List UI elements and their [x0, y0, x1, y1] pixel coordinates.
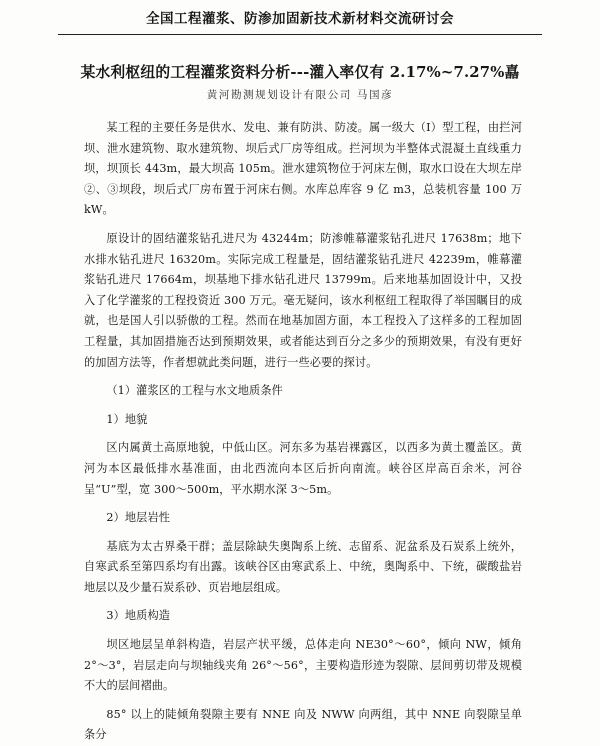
section-heading-conditions: （1）灌浆区的工程与水文地质条件 [106, 384, 283, 398]
conference-title: 全国工程灌浆、防渗加固新技术新材料交流研讨会 [146, 11, 454, 27]
paragraph-intro: 某工程的主要任务是供水、发电、兼有防洪、防凌。属一级大（Ⅰ）型工程，由拦河坝、泄水建筑物、取水建筑物、坝后式厂房等组成。拦河坝为半整体式混凝土直线重力坝，坝顶长 443m，最大坝高 105m。泄水建筑物位于河床左侧，取水口设在大坝左岸②、③坝段，坝后式厂房布置于河床右侧。水库总库容 9 亿 m3，总装机容量 100 万 kW。 [84, 121, 522, 217]
paragraph-fractures: 85° 以上的陡倾角裂隙主要有 NNE 向及 NWW 向两组，其中 NNE 向裂隙呈单条分 [84, 707, 522, 742]
article-title: 某水利枢纽的工程灌浆资料分析---灌入率仅有 2.17%~7.27%嚞 [80, 64, 520, 81]
paragraph-grouting-quantities: 原设计的固结灌浆钻孔进尺为 43244m；防渗帷幕灌浆钻孔进尺 17638m；地下水排水钻孔进尺 16320m。实际完成工程量是，固结灌浆钻孔进尺 42239m，帷幕灌浆钻孔进尺 17664m，坝基地下排水钻孔进尺 13799m。后来地基加固设计中，又投入了化学灌浆的工程投资近 300 万元。毫无疑问，该水利枢纽工程取得了举国瞩目的成就，也是国人引以骄傲的工程。然而在地基加固方面，本工程投入了这样多的工程加固工程量，其加固措施否达到预期效果，或者能达到百分之多少的预期效果，有没有更好的加固方法等，作者想就此类问题，进行一些必要的探讨。 [84, 231, 522, 369]
paragraph-stratigraphy: 基底为太古界桑干群；盖层除缺失奥陶系上统、志留系、泥盆系及石炭系上统外，自寒武系至第四系均有出露。该峡谷区由寒武系上、中统，奥陶系中、下统，碳酸盐岩地层以及少量石炭系砂、页岩地层组成。 [84, 539, 522, 594]
subheading-structure: 3）地质构造 [106, 609, 171, 623]
article-author: 黄河勘测规划设计有限公司 马国彦 [206, 89, 394, 101]
subheading-landform: 1）地貌 [106, 412, 148, 426]
article-body [84, 110, 522, 746]
running-header [58, 0, 542, 35]
paragraph-structure: 坝区地层呈单斜构造，岩层产状平缓，总体走向 NE30°～60°，倾向 NW，倾角 2°～3°，岩层走向与坝轴线夹角 26°～56°，主要构造形迹为裂隙、层间剪切带及规模不大的层间褶曲。 [84, 638, 522, 693]
paragraph-landform: 区内属黄土高原地貌，中低山区。河东多为基岩裸露区，以西多为黄土覆盖区。黄河为本区最低排水基准面，由北西流向本区后折向南流。峡谷区岸高百余米，河谷呈“U”型，宽 300～500m，平水期水深 3～5m。 [84, 441, 522, 496]
subheading-stratigraphy: 2）地层岩性 [106, 511, 171, 525]
